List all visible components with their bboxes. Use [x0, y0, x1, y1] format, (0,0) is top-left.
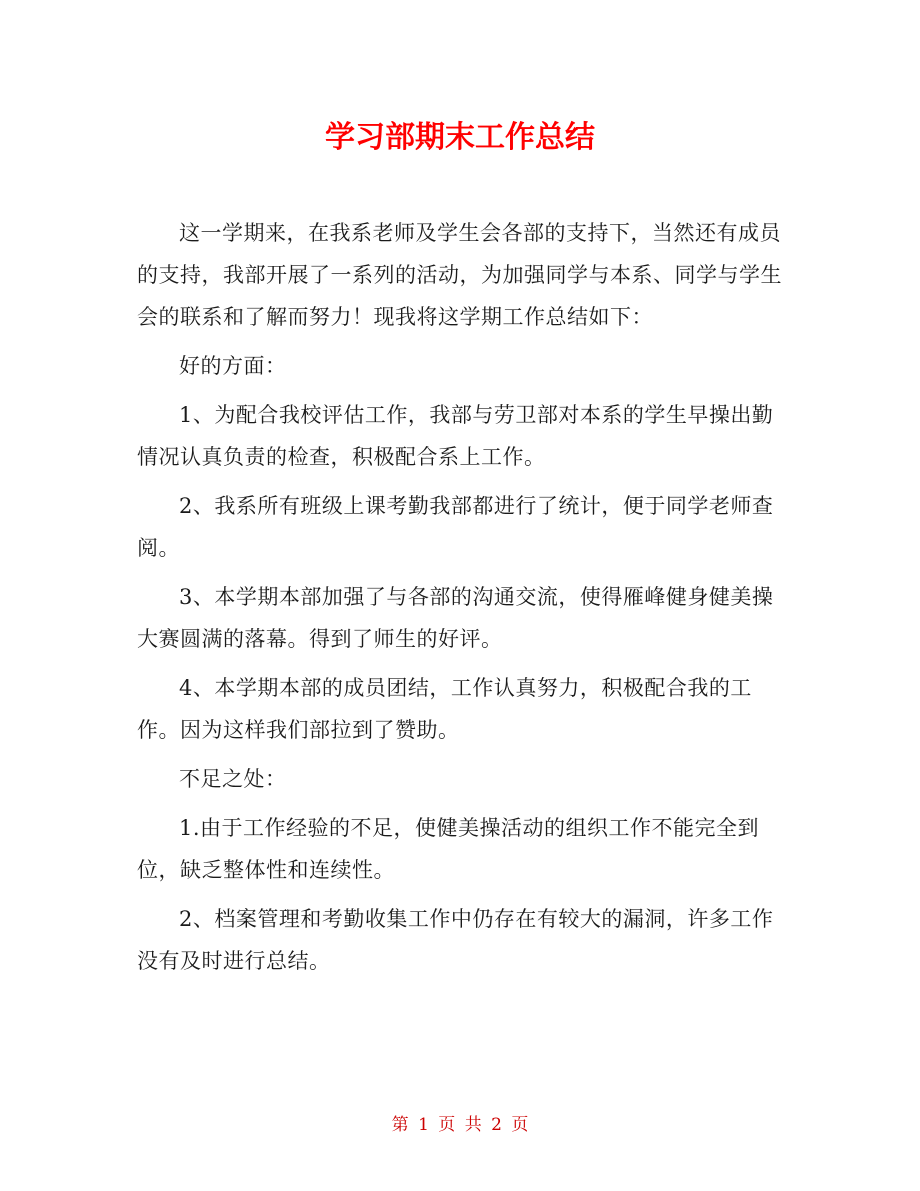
- paragraph-intro: 这一学期来，在我系老师及学生会各部的支持下，当然还有成员的支持，我部开展了一系列的活动，为加强同学与本系、同学与学生会的联系和了解而努力！现我将这学期工作总结如下：: [137, 221, 782, 329]
- paragraph-strengths-heading: 好的方面：: [179, 354, 287, 378]
- paragraph-weakness-1: 1.由于工作经验的不足，使健美操活动的组织工作不能完全到位，缺乏整体性和连续性。: [137, 816, 760, 882]
- paragraph-weakness-2: 2、档案管理和考勤收集工作中仍存在有较大的漏洞，许多工作没有及时进行总结。: [137, 907, 774, 973]
- page-number-footer: 第 1 页 共 2 页: [391, 1115, 529, 1135]
- paragraph-weaknesses-heading: 不足之处：: [179, 767, 287, 791]
- document-title: 学习部期末工作总结: [325, 120, 595, 155]
- paragraph-strength-4: 4、本学期本部的成员团结，工作认真努力，积极配合我的工作。因为这样我们部拉到了赞助。: [137, 676, 752, 742]
- paragraph-strength-3: 3、本学期本部加强了与各部的沟通交流，使得雁峰健身健美操大赛圆满的落幕。得到了师生的好评。: [137, 585, 774, 651]
- paragraph-strength-2: 2、我系所有班级上课考勤我部都进行了统计，便于同学老师查阅。: [137, 494, 774, 560]
- document-body: [137, 212, 787, 989]
- paragraph-strength-1: 1、为配合我校评估工作，我部与劳卫部对本系的学生早操出勤情况认真负责的检查，积极配合系上工作。: [137, 403, 774, 469]
